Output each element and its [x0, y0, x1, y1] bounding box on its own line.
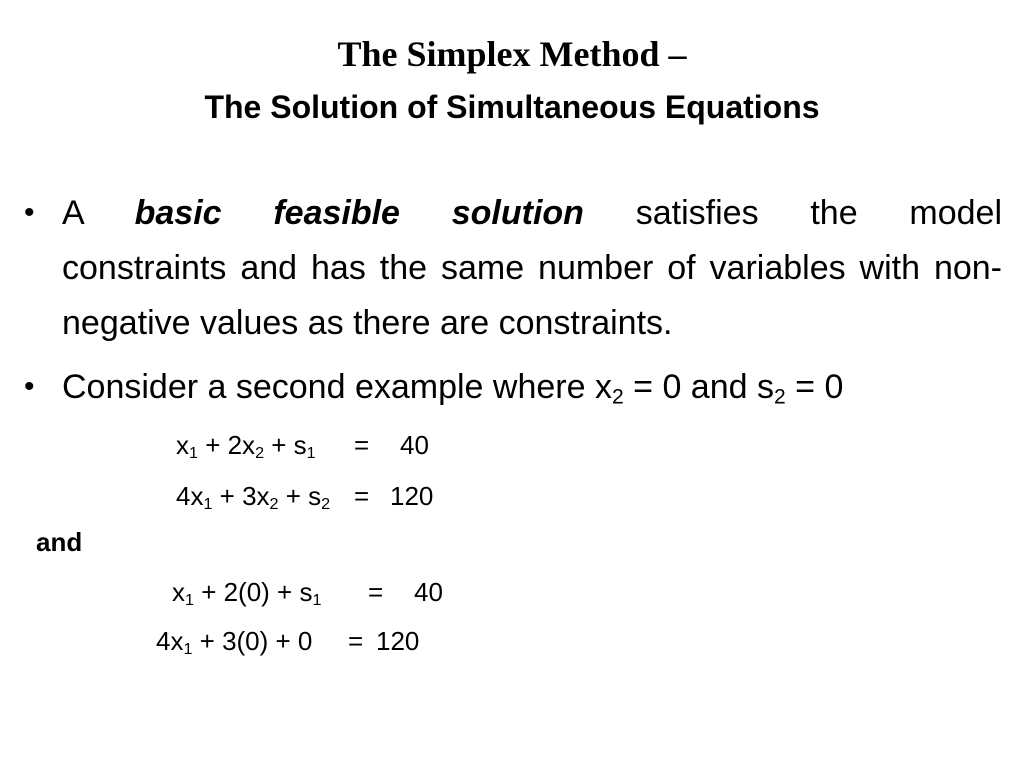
equation-lhs [156, 626, 348, 659]
equation-subscript: 1 [189, 444, 198, 463]
equation-equals: = [348, 626, 364, 656]
equation-subscript: 2 [321, 495, 331, 514]
bullet-1-first-line [62, 186, 1002, 241]
equation-term: 4x [156, 626, 184, 656]
equation-rhs: 120 [376, 626, 420, 656]
equation-term: + 3x [212, 481, 270, 511]
bullet-dot-1: • [24, 196, 35, 229]
bullet-2 [62, 360, 1002, 415]
title-line-2: The Solution of Simultaneous Equations [204, 89, 820, 125]
equation-subscript: 1 [185, 591, 194, 610]
equation-term: + 2x [197, 430, 256, 460]
equation-rhs: 40 [414, 577, 443, 607]
equation-equals: = [354, 481, 370, 511]
bullet-2-sub-b: 2 [773, 385, 786, 409]
equation-before-1 [176, 430, 429, 463]
equation-lhs [176, 430, 354, 463]
bullet-2-sub-a: 2 [611, 385, 624, 409]
equation-subscript: 1 [183, 640, 193, 659]
equation-term: x [172, 577, 185, 607]
equation-lhs [176, 481, 354, 514]
bullet-dot-2: • [24, 370, 35, 403]
equation-term: + 3(0) + 0 [192, 626, 313, 656]
equation-subscript: 2 [269, 495, 279, 514]
equation-before-2 [176, 481, 434, 514]
equation-subscript: 1 [203, 495, 213, 514]
equation-term: + s [264, 430, 307, 460]
equation-term: 4x [176, 481, 204, 511]
bullet-1-rest-line1: satisfies the model [635, 194, 1003, 232]
and-label: and [36, 527, 83, 557]
bullet-1-prefix: A [62, 194, 83, 232]
equation-after-1 [172, 577, 443, 610]
equation-equals: = [368, 577, 384, 607]
bullet-2-text-b: = 0 and s [623, 368, 774, 406]
equation-term: + 2(0) + s [193, 577, 313, 607]
bullet-2-text-a: Consider a second example where x [62, 368, 612, 406]
equation-rhs: 40 [400, 430, 429, 460]
equation-subscript: 1 [312, 591, 322, 610]
equation-after-2 [156, 626, 420, 659]
bullet-1-emphasis: basic feasible solution [134, 194, 584, 232]
equation-subscript: 2 [255, 444, 265, 463]
equation-rhs: 120 [390, 481, 434, 511]
bullet-1-rest: constraints and has the same number of variables with non-negative values as there are constraints. [62, 249, 1002, 342]
equation-term: + s [278, 481, 322, 511]
equation-equals: = [354, 430, 370, 460]
bullet-2-text-c: = 0 [785, 368, 844, 406]
equation-lhs [172, 577, 368, 610]
bullet-1 [62, 186, 1002, 351]
title-line-1: The Simplex Method – [337, 34, 687, 74]
equation-subscript: 1 [306, 444, 316, 463]
equation-term: x [176, 430, 189, 460]
